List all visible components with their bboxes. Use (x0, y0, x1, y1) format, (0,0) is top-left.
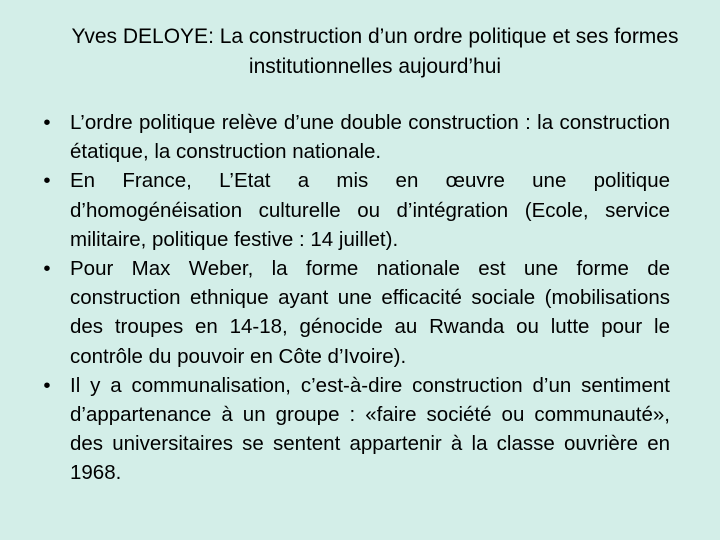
bullet-item (43, 108, 670, 166)
bullet-dot-icon: • (43, 257, 51, 281)
bullet-dot-icon: • (43, 373, 51, 397)
bullet-text: Pour Max Weber, la forme nationale est une forme de construction ethnique ayant une efficacité sociale (mobilisations des troupes en 14-18, génocide au Rwanda ou lutte pour le contrôle du pouvoir en Côte d’Ivoire). (70, 257, 670, 368)
bullet-item (43, 166, 670, 254)
slide-title (60, 22, 690, 82)
bullet-item (43, 371, 670, 488)
bullet-dot-icon: • (43, 169, 51, 193)
bullet-text: En France, L’Etat a mis en œuvre une politique d’homogénéisation culturelle ou d’intégration (Ecole, service militaire, politique festive : 14 juillet). (70, 169, 670, 251)
bullet-item (43, 254, 670, 371)
bullet-text: L’ordre politique relève d’une double construction : la construction étatique, la construction nationale. (70, 111, 670, 164)
bullet-dot-icon: • (43, 111, 51, 134)
bullet-text: Il y a communalisation, c’est-à-dire construction d’un sentiment d’appartenance à un groupe : «faire société ou communauté», des universitaires se sentent appartenir à la classe ouvrière en 1968. (70, 373, 670, 485)
title-author: Yves DELOYE (71, 25, 209, 48)
bullet-list (0, 108, 720, 488)
title-text: : La construction d’un ordre politique et ses formes institutionnelles aujourd’hui (208, 25, 679, 78)
